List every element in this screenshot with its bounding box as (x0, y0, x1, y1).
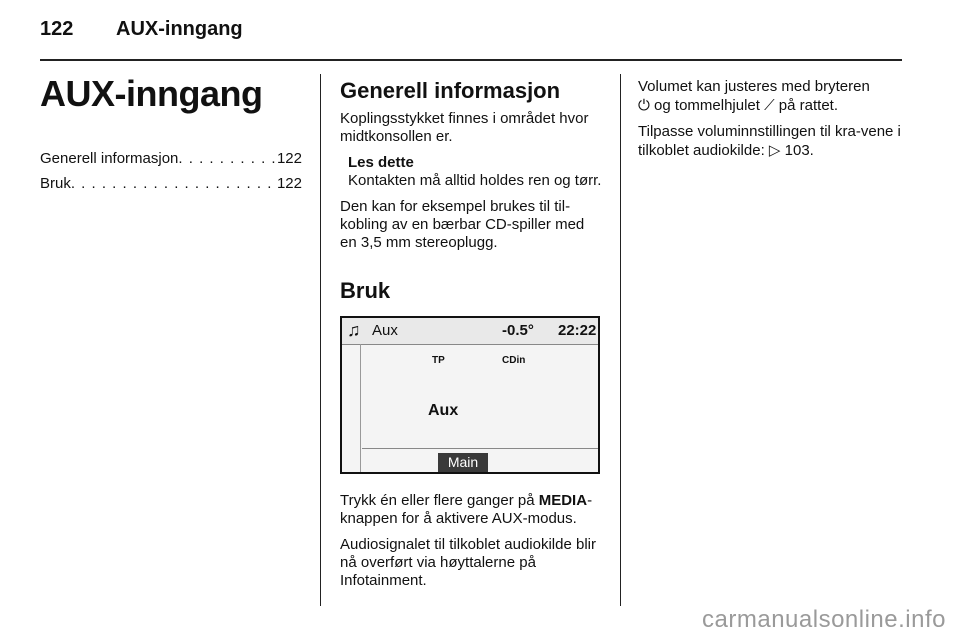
note-box (348, 154, 602, 190)
watermark: carmanualsonline.info (702, 606, 946, 633)
toc-entry-page: 122 (276, 175, 302, 192)
paragraph: Audiosignalet til tilkoblet audiokilde blir nå overført via høyttalerne på Infotainment. (340, 536, 596, 589)
text-run: Tilpasse voluminnstillingen til kra-vene i tilkoblet audiokilde: (638, 123, 901, 159)
paragraph (638, 123, 902, 160)
screen-time: 22:22 (558, 322, 597, 339)
note-text: Kontakten må alltid holdes ren og tørr. (348, 172, 602, 189)
screen-main-button: Main (438, 453, 488, 472)
power-icon: ⏻ (638, 96, 650, 114)
text-run: Trykk én eller flere ganger på (340, 492, 539, 509)
toc-entry-label: Generell informasjon (40, 150, 179, 167)
screen-temperature: -0.5° (502, 322, 534, 339)
text-run: og tommelhjulet (654, 97, 760, 114)
screen-source: Aux (372, 322, 398, 339)
header-title: AUX-inngang (116, 18, 243, 40)
header-divider (40, 59, 902, 61)
paragraph: Den kan for eksempel brukes til til-kobling av en bærbar CD-spiller med en 3,5 mm stereoplugg. (340, 198, 585, 251)
page-reference-icon: ▷ (768, 141, 781, 159)
infotainment-screen (340, 316, 600, 474)
screen-cdin-indicator: CDin (502, 355, 526, 366)
paragraph (638, 78, 902, 115)
media-button-label: MEDIA (538, 492, 588, 509)
page-number: 122 (40, 18, 74, 40)
text-run: Volumet kan justeres med bryteren (638, 78, 870, 95)
toc-entry-page: 122 (276, 150, 302, 167)
screen-aux-label: Aux (428, 402, 459, 419)
screen-divider (362, 448, 598, 449)
music-note-icon: ♫ (347, 320, 361, 340)
toc-entry[interactable] (40, 148, 302, 170)
section-heading-usage: Bruk (340, 278, 391, 303)
toc-column (40, 72, 302, 198)
thumbwheel-icon: ⟋ (764, 96, 775, 114)
note-title: Les dette (348, 154, 414, 171)
paragraph (340, 492, 602, 528)
column-divider-2 (620, 74, 621, 606)
screen-side-tab (342, 344, 361, 472)
column-divider-1 (320, 74, 321, 606)
section-heading-general: Generell informasjon (340, 78, 561, 103)
page-reference[interactable]: 103. (784, 142, 814, 159)
text-run: på rattet. (778, 97, 838, 114)
toc-entry[interactable] (40, 173, 302, 195)
text-run: -knappen for å aktivere AUX-modus. (340, 492, 593, 527)
paragraph: Koplingsstykket finnes i området hvor midtkonsollen er. (340, 110, 589, 145)
toc-entry-label: Bruk (40, 175, 71, 192)
toc-leader (71, 173, 277, 195)
screen-tp-indicator: TP (432, 355, 445, 366)
chapter-title: AUX-inngang (40, 73, 263, 114)
content-column-3 (638, 78, 902, 168)
content-column-2 (340, 78, 602, 598)
toc-leader (178, 148, 277, 170)
table-of-contents (40, 148, 302, 195)
